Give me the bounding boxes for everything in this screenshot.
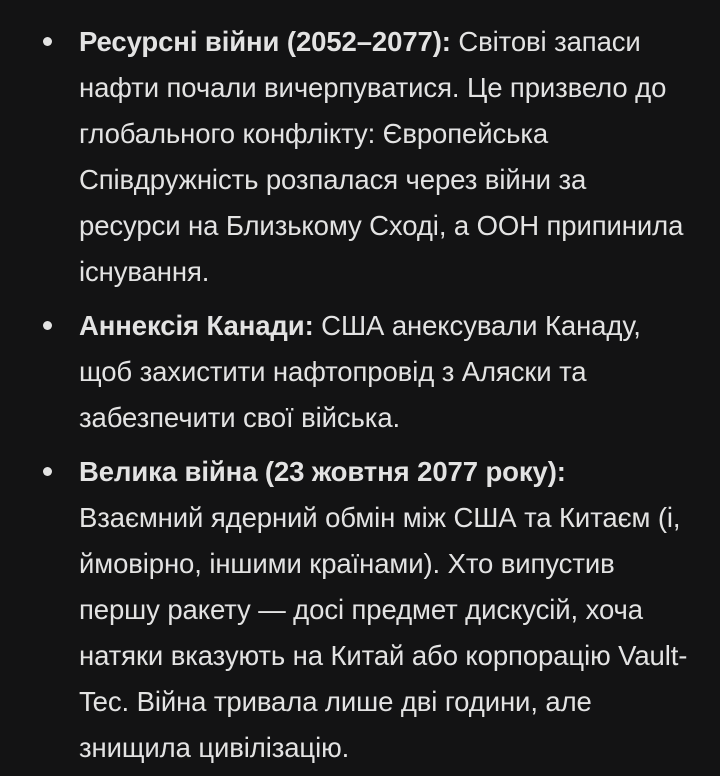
item-text: США анексували Канаду, щоб захистити нафтопровід з Аляски та забезпечити свої війська.: [79, 310, 641, 433]
list-item-canada-annexation: [0, 303, 720, 441]
bullet-list: [0, 19, 720, 776]
bullet-icon: [43, 321, 52, 330]
bullet-icon: [43, 467, 52, 476]
bullet-icon: [43, 37, 52, 46]
list-item-resource-wars: [0, 19, 720, 295]
item-term: Аннексія Канади:: [79, 310, 314, 341]
item-term: Ресурсні війни (2052–2077):: [79, 26, 451, 57]
item-text: Взаємний ядерний обмін між США та Китаєм (і, ймовірно, іншими країнами). Хто випустив першу ракету — досі предмет дискусій, хоча натяки вказують на Китай або корпорацію Vault-Tec. Війна тривала лише дві години, але знищила цивілізацію.: [79, 502, 688, 763]
item-term: Велика війна (23 жовтня 2077 року):: [79, 456, 566, 487]
item-text: Світові запаси нафти почали вичерпуватися. Це призвело до глобального конфлікту: Європейська Співдружність розпалася через війни за ресурси на Близькому Сході, а ООН припинила існування.: [79, 26, 684, 287]
list-item-great-war: [0, 449, 720, 771]
